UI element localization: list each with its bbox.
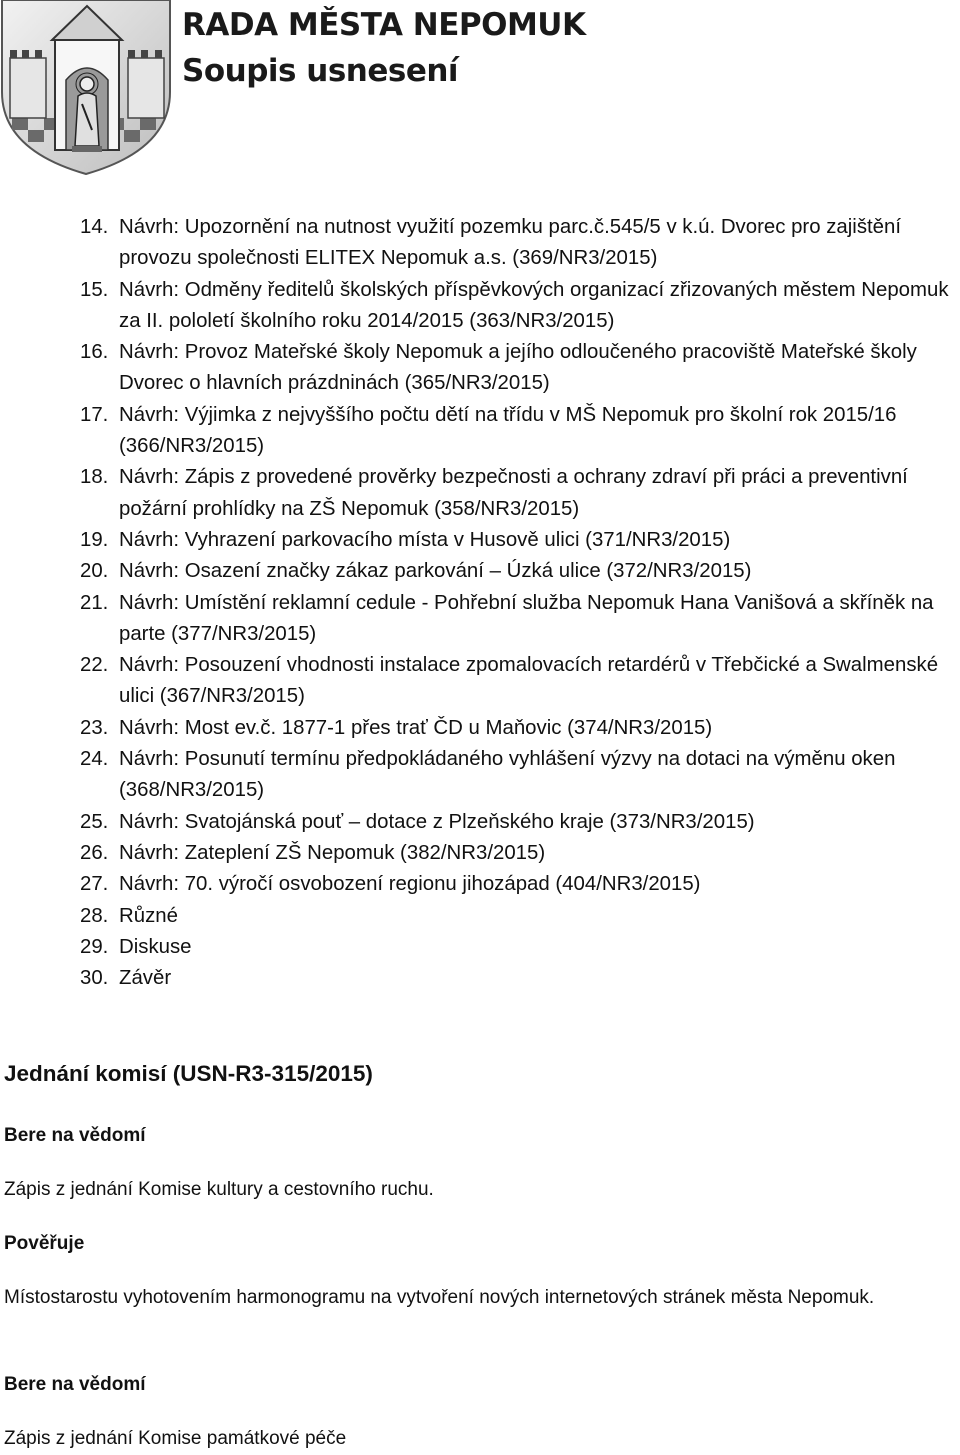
agenda-item-number: 27.	[80, 873, 109, 896]
agenda-item-number: 25.	[80, 810, 109, 833]
agenda-item-number: 28.	[80, 904, 109, 927]
agenda-item-text: Návrh: Odměny ředitelů školských příspěvkových organizací zřizovaných městem Nepomuk za II. pololetí školního roku 2014/2015 (363/NR3/2015)	[119, 278, 949, 332]
agenda-item-text: Návrh: Zateplení ZŠ Nepomuk (382/NR3/2015)	[119, 841, 546, 864]
agenda-item	[80, 901, 958, 932]
resolution-text: Místostarostu vyhotovením harmonogramu na vytvoření nových internetových stránek města Nepomuk.	[4, 1287, 875, 1308]
agenda-item	[80, 400, 958, 463]
resolution-label	[4, 1374, 944, 1396]
agenda-item	[80, 650, 958, 713]
agenda-item	[80, 963, 958, 994]
agenda-item-number: 24.	[80, 748, 109, 771]
agenda-item-number: 21.	[80, 591, 109, 614]
agenda-item	[80, 556, 958, 587]
agenda-item	[80, 275, 958, 338]
agenda-item-text: Návrh: Posouzení vhodnosti instalace zpomalovacích retardérů v Třebčické a Swalmenské ulici (367/NR3/2015)	[119, 654, 939, 708]
agenda-item-number: 26.	[80, 841, 109, 864]
agenda-item-text: Návrh: Svatojánská pouť – dotace z Plzeňského kraje (373/NR3/2015)	[119, 810, 755, 833]
agenda-item-number: 20.	[80, 560, 109, 583]
agenda-item-text: Návrh: Umístění reklamní cedule - Pohřební služba Nepomuk Hana Vanišová a skříněk na parte (377/NR3/2015)	[119, 591, 934, 645]
agenda-item	[80, 744, 958, 807]
agenda-item-number: 17.	[80, 403, 109, 426]
agenda-item-number: 29.	[80, 935, 109, 958]
agenda-item	[80, 807, 958, 838]
agenda-item-number: 14.	[80, 216, 109, 238]
resolution-label	[4, 1125, 944, 1147]
agenda-item-text: Závěr	[119, 967, 172, 990]
agenda-item	[80, 588, 958, 651]
agenda-item-number: 23.	[80, 716, 109, 739]
agenda-list	[80, 212, 958, 994]
label-text: Bere na vědomí	[4, 1374, 146, 1395]
agenda-item	[80, 713, 958, 744]
agenda-item-text: Návrh: Výjimka z nejvyššího počtu dětí na třídu v MŠ Nepomuk pro školní rok 2015/16 (366/NR3/2015)	[119, 403, 897, 458]
coat-of-arms-logo	[0, 0, 174, 176]
agenda-item-text: Návrh: 70. výročí osvobození regionu jihozápad (404/NR3/2015)	[119, 873, 701, 896]
agenda-item-text: Návrh: Vyhrazení parkovacího místa v Husově ulici (371/NR3/2015)	[119, 528, 731, 551]
agenda-item	[80, 212, 958, 275]
resolution-label	[4, 1233, 944, 1255]
agenda-item-text: Návrh: Provoz Mateřské školy Nepomuk a jejího odloučeného pracoviště Mateřské školy Dvorec o hlavních prázdninách (365/NR3/2015)	[119, 341, 917, 395]
section-heading	[4, 1061, 944, 1087]
agenda-item-text: Návrh: Zápis z provedené prověrky bezpečnosti a ochrany zdraví při práci a preventivní požární prohlídky na ZŠ Nepomuk (358/NR3/2015)	[119, 466, 908, 520]
agenda-item	[80, 838, 958, 869]
agenda-item-text: Návrh: Most ev.č. 1877-1 přes trať ČD u Maňovic (374/NR3/2015)	[119, 716, 713, 739]
agenda-item-number: 16.	[80, 341, 109, 364]
label-text: Pověřuje	[4, 1233, 85, 1254]
agenda-item-number: 15.	[80, 278, 109, 301]
agenda-item-number: 22.	[80, 654, 109, 677]
agenda-item	[80, 525, 958, 556]
label-text: Bere na vědomí	[4, 1125, 146, 1146]
document-subtitle: Soupis usnesení	[182, 53, 459, 89]
agenda-item	[80, 932, 958, 963]
agenda-item	[80, 462, 958, 525]
agenda-item-number: 30.	[80, 967, 109, 990]
section-title: Jednání komisí (USN-R3-315/2015)	[4, 1061, 373, 1086]
agenda-item-text: Diskuse	[119, 935, 192, 958]
agenda-item-text: Návrh: Upozornění na nutnost využití pozemku parc.č.545/5 v k.ú. Dvorec pro zajištění provozu společnosti ELITEX Nepomuk a.s. (369/NR3/2015)	[119, 216, 902, 270]
resolution-text: Zápis z jednání Komise kultury a cestovního ruchu.	[4, 1179, 434, 1200]
agenda-item-text: Návrh: Osazení značky zákaz parkování – Úzká ulice (372/NR3/2015)	[119, 560, 752, 583]
agenda-item-text: Návrh: Posunutí termínu předpokládaného vyhlášení výzvy na dotaci na výměnu oken (368/NR3/2015)	[119, 748, 896, 802]
agenda-item-text: Různé	[119, 904, 178, 927]
council-title: RADA MĚSTA NEPOMUK	[182, 7, 586, 43]
document-title	[182, 2, 586, 94]
agenda-item-number: 18.	[80, 466, 109, 489]
agenda-item	[80, 337, 958, 400]
agenda-item-number: 19.	[80, 528, 109, 551]
agenda-item	[80, 869, 958, 900]
resolution-text: Zápis z jednání Komise památkové péče	[4, 1428, 347, 1449]
